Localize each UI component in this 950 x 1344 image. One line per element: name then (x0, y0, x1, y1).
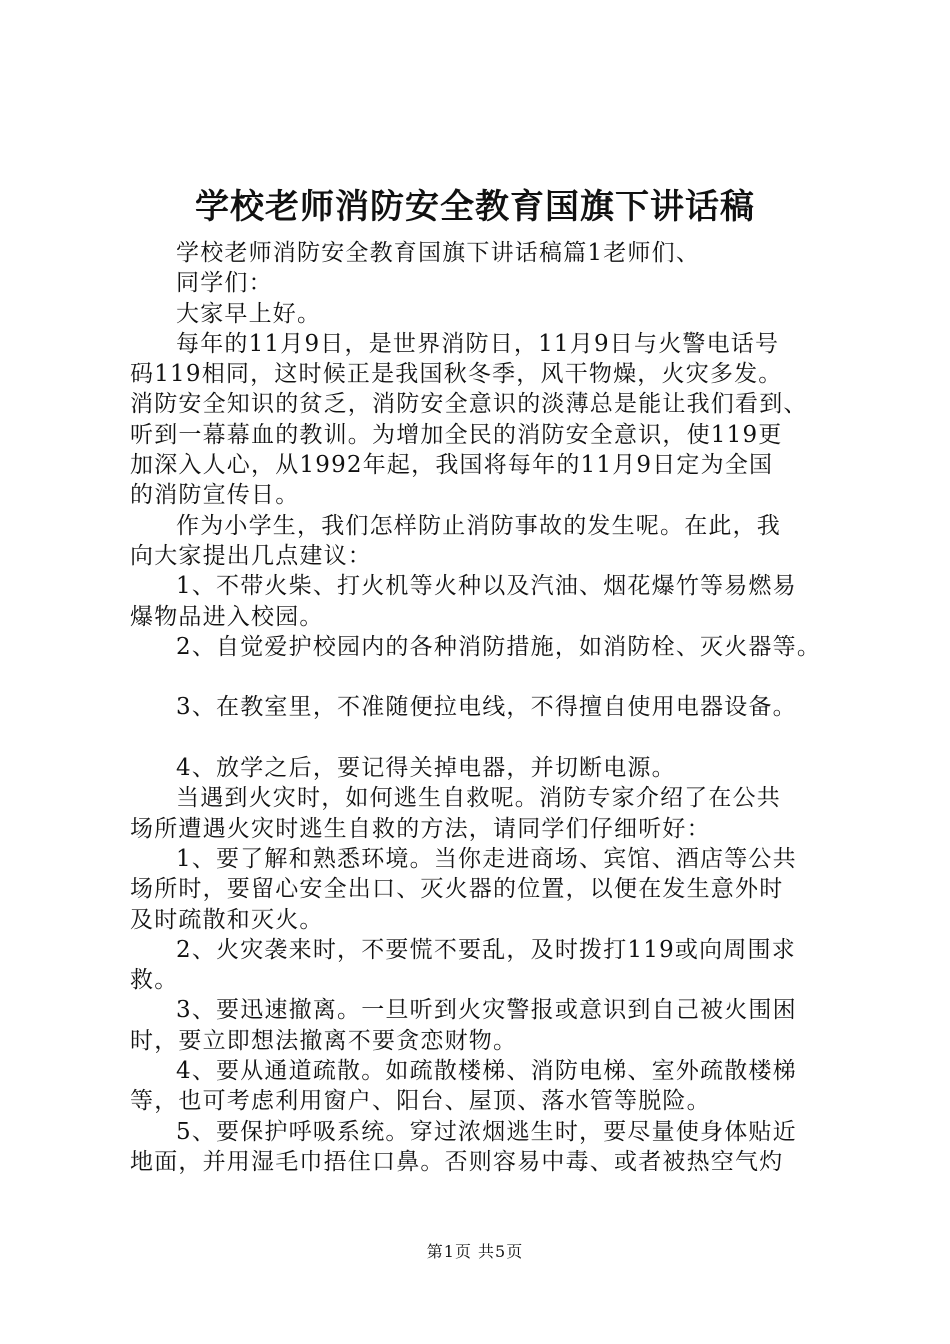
paragraph-line: 4、放学之后，要记得关掉电器，并切断电源。 (176, 755, 676, 782)
paragraph-line: 当遇到火灾时，如何逃生自救呢。消防专家介绍了在公共 (176, 785, 781, 812)
paragraph-line: 的消防宣传日。 (130, 482, 300, 509)
paragraph-line: 救。 (130, 967, 179, 994)
paragraph-line: 场所时，要留心安全出口、灭火器的位置，以便在发生意外时 (130, 876, 784, 903)
paragraph-line: 2、自觉爱护校园内的各种消防措施，如消防栓、灭火器等。 (176, 633, 822, 660)
paragraph-line: 等，也可考虑利用窗户、阳台、屋顶、落水管等脱险。 (130, 1088, 711, 1115)
paragraph-line: 3、在教室里，不准随便拉电线，不得擅自使用电器设备。 (176, 694, 797, 721)
blank-line (130, 662, 835, 692)
paragraph-line: 向大家提出几点建议： (130, 542, 372, 569)
paragraph-line: 3、要迅速撤离。一旦听到火灾警报或意识到自己被火围困 (176, 997, 797, 1024)
paragraph-line: 1、不带火柴、打火机等火种以及汽油、烟花爆竹等易燃易 (176, 573, 797, 600)
paragraph-line: 爆物品进入校园。 (130, 603, 324, 630)
paragraph-line: 加深入人心，从1992年起，我国将每年的11月9日定为全国 (130, 452, 774, 479)
document-body (130, 238, 835, 1177)
paragraph-line: 学校老师消防安全教育国旗下讲话稿篇1老师们、 (176, 240, 701, 266)
paragraph-line: 同学们： (176, 270, 273, 297)
blank-line (130, 723, 835, 753)
paragraph-line: 及时疏散和灭火。 (130, 906, 324, 933)
paragraph-line: 码119相同，这时候正是我国秋冬季，风干物燥，火灾多发。 (130, 361, 783, 388)
paragraph-line: 地面，并用湿毛巾捂住口鼻。否则容易中毒、或者被热空气灼 (130, 1148, 784, 1175)
document-title: 学校老师消防安全教育国旗下讲话稿 (195, 187, 755, 227)
paragraph-line: 时，要立即想法撤离不要贪恋财物。 (130, 1027, 518, 1054)
paragraph-line: 每年的11月9日，是世界消防日，11月9日与火警电话号 (176, 330, 780, 357)
paragraph-line: 场所遭遇火灾时逃生自救的方法，请同学们仔细听好： (130, 815, 711, 842)
paragraph-line: 4、要从通道疏散。如疏散楼梯、消防电梯、室外疏散楼梯 (176, 1058, 797, 1085)
paragraph-line: 作为小学生，我们怎样防止消防事故的发生呢。在此，我 (176, 512, 781, 539)
paragraph-line: 消防安全知识的贫乏，消防安全意识的淡薄总是能让我们看到、 (130, 391, 808, 418)
paragraph-line: 大家早上好。 (176, 300, 322, 327)
page-number-footer: 第1页 共5页 (426, 1242, 524, 1261)
paragraph-line: 5、要保护呼吸系统。穿过浓烟逃生时，要尽量使身体贴近 (176, 1118, 797, 1145)
paragraph-line: 2、火灾袭来时，不要慌不要乱，及时拨打119或向周围求 (176, 936, 796, 963)
paragraph-line: 听到一幕幕血的教训。为增加全民的消防安全意识，使119更 (130, 421, 783, 448)
paragraph-line: 1、要了解和熟悉环境。当你走进商场、宾馆、酒店等公共 (176, 845, 797, 872)
